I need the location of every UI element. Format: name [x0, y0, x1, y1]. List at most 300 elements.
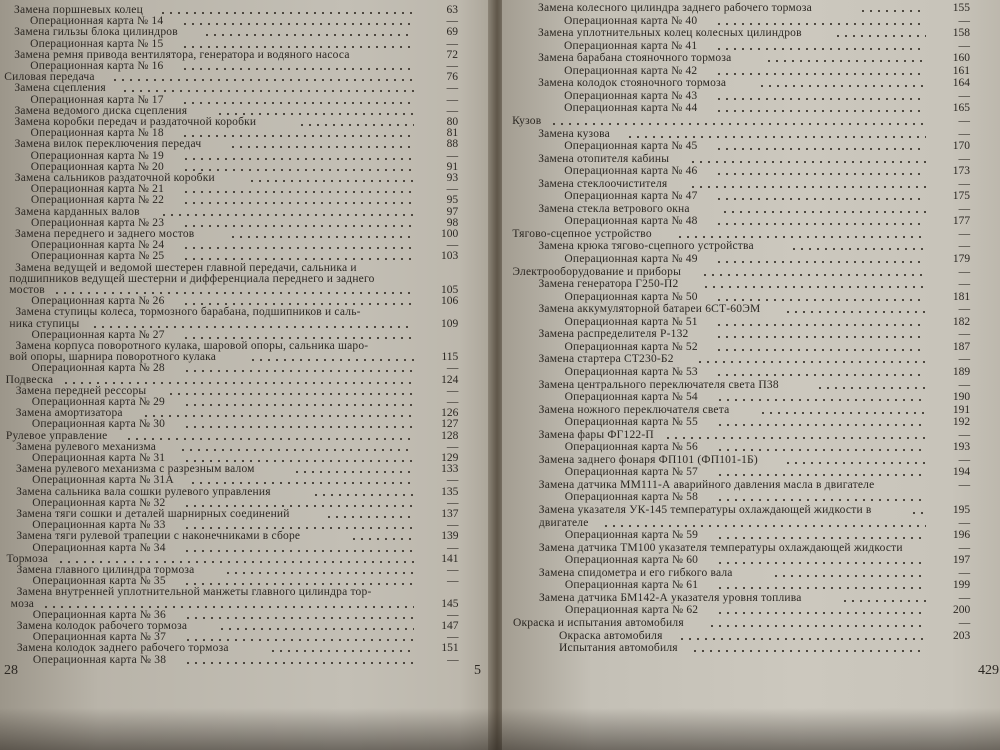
toc-page-number: 155: [952, 2, 970, 14]
toc-page-number: 177: [952, 215, 971, 228]
toc-page-number: 109: [441, 317, 459, 330]
toc-page-number: —: [446, 15, 458, 28]
dot-leader: [715, 223, 926, 225]
dot-leader: [790, 248, 926, 250]
toc-entry-text: Операционная карта № 55: [564, 416, 698, 429]
toc-entry-text: Замена уплотнительных колец колесных цилиндров: [538, 27, 802, 40]
toc-page-number: 200: [952, 604, 971, 617]
right-page: [474, 0, 1000, 750]
dot-leader: [715, 48, 926, 50]
toc-page-number: 91: [446, 160, 459, 173]
toc-page-number: —: [447, 564, 459, 576]
toc-entry-text: Замена кузова: [538, 127, 610, 140]
dot-leader: [716, 499, 926, 501]
toc-entry-text: Операционная карта № 33: [32, 519, 166, 532]
toc-entry-text: Операционная карта № 18: [30, 127, 164, 140]
toc-entry-text: Кузов: [512, 114, 542, 127]
toc-page-number: 196: [952, 529, 971, 542]
toc-entry-text: Замена внутренней уплотнительной манжеты главного цилиндра тор-: [16, 586, 372, 599]
toc-entry-text: Замена фары ФГ122-П: [538, 428, 654, 441]
toc-page-number: 160: [952, 52, 971, 65]
dot-leader: [189, 482, 414, 484]
toc-page-number: —: [958, 328, 971, 341]
toc-entry-text: Операционная карта № 31А: [32, 474, 174, 487]
dot-leader: [181, 102, 414, 104]
toc-entry-text: подшипников ведущей шестерни и дифференциала переднего и заднего: [9, 272, 375, 285]
toc-page-number: —: [446, 149, 459, 162]
toc-page-number: —: [958, 378, 971, 391]
toc-page-number: 69: [446, 26, 459, 39]
dot-leader: [325, 516, 414, 518]
dot-leader: [142, 415, 415, 417]
toc-page-number: —: [447, 608, 459, 621]
toc-page-number: 106: [441, 295, 459, 308]
toc-page-number: 145: [441, 597, 459, 610]
dot-leader: [715, 110, 926, 112]
toc-page-number: 115: [441, 351, 459, 364]
toc-page-number: —: [958, 177, 971, 190]
dot-leader: [182, 337, 414, 339]
dot-leader: [312, 494, 414, 496]
toc-entry-text: Операционная карта № 47: [564, 190, 698, 203]
dot-leader: [42, 606, 414, 608]
dot-leader: [57, 561, 414, 563]
toc-entry-text: Операционная карта № 34: [32, 541, 166, 554]
toc-page-number: 93: [446, 172, 459, 184]
toc-page-number: —: [446, 82, 459, 95]
toc-entry-text: Замена поршневых колец: [14, 4, 143, 16]
toc-page-number: —: [958, 202, 971, 215]
toc-page-number: 137: [441, 508, 459, 520]
toc-entry-text: Замена колесного цилиндра заднего рабочего тормоза: [538, 2, 812, 14]
toc-entry-text: двигателе: [538, 516, 589, 529]
dot-leader: [182, 258, 414, 260]
toc-entry-text: Замена крюка тягово-сцепного устройства: [538, 240, 754, 253]
toc-entry-text: Замена сцепления: [14, 82, 106, 95]
dot-leader: [689, 161, 926, 163]
toc-entry-text: Операционная карта № 17: [30, 93, 164, 106]
dot-leader: [910, 512, 926, 514]
toc-entry-text: Замена датчика ТМ100 указателя температуры охлаждающей жидкости: [538, 541, 903, 554]
toc-page-number: 181: [952, 290, 971, 303]
toc-page-number: 133: [441, 463, 459, 476]
toc-entry-text: Операционная карта № 59: [564, 529, 699, 542]
toc-page-number: 72: [446, 48, 459, 61]
toc-entry-text: Замена спидометра и его гибкого вала: [538, 566, 733, 579]
toc-page-number: 88: [446, 138, 459, 151]
toc-page-number: 105: [441, 284, 459, 296]
toc-entry-text: Замена корпуса поворотного кулака, шаровой опоры, сальника шаро-: [15, 340, 369, 352]
dot-leader: [550, 123, 926, 125]
dot-leader: [183, 426, 414, 428]
toc-page-number: —: [446, 519, 459, 532]
toc-page-number: 193: [952, 441, 971, 454]
dot-leader: [664, 437, 926, 439]
toc-page-number: —: [958, 227, 971, 240]
toc-page-number: —: [446, 37, 459, 50]
toc-entry-text: Замена аккумуляторной батареи 6СТ-60ЭМ: [538, 303, 761, 316]
dot-leader: [716, 587, 926, 589]
toc-page-number: —: [446, 440, 459, 453]
toc-entry-text: ника ступицы: [9, 317, 80, 330]
dot-leader: [715, 173, 926, 175]
toc-page-number: 141: [441, 552, 459, 565]
dot-leader: [298, 124, 414, 126]
toc-page-number: —: [446, 362, 459, 375]
dot-leader: [229, 146, 415, 148]
toc-entry-text: Замена распределителя Р-132: [538, 328, 689, 341]
dot-leader: [248, 180, 414, 182]
toc-entry-text: Операционная карта № 50: [564, 290, 698, 303]
dot-leader: [183, 370, 415, 372]
toc-page-number: —: [446, 60, 459, 72]
dot-leader: [691, 650, 926, 652]
toc-entry-text: Операционная карта № 15: [30, 37, 164, 50]
toc-page-number: 192: [952, 416, 971, 429]
dot-leader: [183, 583, 414, 585]
dot-leader: [834, 35, 926, 37]
toc-page-number: 173: [952, 165, 971, 178]
toc-entry-text: Замена датчика ММ111-А аварийного давления масла в двигателе: [538, 478, 875, 491]
toc-entry-text: Замена передней рессоры: [15, 384, 147, 397]
toc-page-number: 179: [952, 253, 971, 265]
toc-page-number: —: [446, 496, 459, 509]
toc-entry-text: Операционная карта № 37: [32, 631, 167, 644]
toc-entry-text: Замена центрального переключателя света П38: [538, 378, 779, 391]
toc-entry-text: Замена ножного переключателя света: [538, 403, 730, 416]
dot-leader: [715, 98, 926, 100]
dot-leader: [91, 326, 414, 328]
dot-leader: [772, 575, 926, 577]
toc-entry-text: Замена тяги сошки и деталей шарнирных соединений: [16, 508, 290, 520]
toc-page-number: —: [958, 541, 971, 554]
toc-entry-text: Операционная карта № 57: [564, 466, 698, 479]
toc-entry-text: Операционная карта № 61: [564, 579, 699, 592]
toc-page-number: 203: [952, 629, 971, 642]
toc-entry-text: Операционная карта № 30: [31, 418, 166, 431]
toc-page-number: 165: [952, 102, 971, 115]
toc-entry-text: Окраска автомобиля: [559, 629, 663, 642]
toc-page-number: 135: [441, 485, 459, 498]
dot-leader: [602, 525, 926, 527]
toc-page-number: —: [958, 453, 971, 466]
toc-entry-text: Операционная карта № 53: [564, 365, 698, 378]
dot-leader: [182, 158, 414, 160]
dot-leader: [696, 361, 926, 363]
toc-page-number: 199: [952, 579, 971, 592]
dot-leader: [626, 136, 926, 138]
toc-page-number: 164: [952, 77, 971, 90]
toc-page-number: 129: [441, 452, 459, 464]
dot-leader: [859, 10, 926, 12]
dot-leader: [269, 650, 414, 652]
toc-page-number: —: [446, 541, 459, 554]
toc-page-number: 100: [440, 228, 459, 240]
toc-page-number: 195: [952, 504, 971, 516]
dot-leader: [689, 186, 926, 188]
toc-entry-text: мостов: [9, 284, 45, 296]
dot-leader: [181, 135, 414, 137]
dot-leader: [182, 191, 414, 193]
toc-entry-text: Операционная карта № 36: [32, 608, 166, 621]
toc-entry-text: Замена ведомого диска сцепления: [14, 104, 188, 117]
dot-leader: [167, 393, 414, 395]
dot-leader: [182, 169, 414, 171]
dot-leader: [293, 471, 414, 473]
toc-entry-text: Операционная карта № 46: [564, 165, 698, 178]
toc-entry-text: вой опоры, шарнира поворотного кулака: [9, 351, 217, 364]
toc-entry-text: Замена стеклоочистителя: [538, 177, 668, 190]
toc-page-number: 170: [952, 140, 971, 153]
toc-entry-text: Замена коробки передач и раздаточной коробки: [14, 116, 257, 128]
dot-leader: [715, 23, 926, 25]
toc-page-number: —: [447, 653, 459, 666]
toc-page-number: 194: [952, 466, 971, 479]
toc-page-number: —: [958, 39, 970, 52]
toc-page-number: —: [446, 239, 459, 252]
toc-page-number: 190: [952, 391, 971, 404]
dot-leader: [182, 303, 414, 305]
toc-entry-text: Операционная карта № 19: [30, 149, 164, 162]
dot-leader: [716, 424, 926, 426]
toc-entry-text: моза: [10, 597, 35, 610]
dot-leader: [182, 225, 414, 227]
dot-leader: [182, 202, 414, 204]
toc-page-number: —: [958, 152, 971, 165]
toc-page-number: 103: [440, 250, 459, 263]
dot-leader: [716, 449, 926, 451]
toc-page-number: —: [958, 89, 971, 102]
dot-leader: [759, 412, 926, 414]
left-page: [0, 0, 494, 750]
dot-leader: [816, 387, 927, 389]
toc-entry-text: Операционная карта № 42: [564, 64, 698, 77]
dot-leader: [182, 247, 414, 249]
toc-entry-text: Операционная карта № 27: [31, 328, 165, 341]
toc-entry-text: Операционная карта № 49: [564, 253, 698, 265]
dot-leader: [184, 662, 414, 664]
toc-page-number: 80: [446, 116, 459, 128]
toc-entry-text: Замена колодок стояночного тормоза: [538, 77, 727, 90]
toc-entry-text: Операционная карта № 31: [32, 452, 166, 464]
toc-entry-text: Операционная карта № 14: [30, 15, 164, 28]
toc-entry-text: Рулевое управление: [5, 429, 108, 442]
toc-entry-text: Операционная карта № 35: [32, 575, 166, 588]
dot-leader: [183, 460, 414, 462]
toc-page-number: —: [958, 478, 971, 491]
dot-leader: [715, 324, 926, 326]
toc-entry-text: Операционная карта № 43: [564, 89, 698, 102]
toc-entry-text: Операционная карта № 52: [564, 340, 698, 353]
dot-leader: [702, 286, 926, 288]
toc-page-number: —: [958, 127, 971, 140]
toc-entry-text: Замена сальника вала сошки рулевого управления: [16, 485, 271, 498]
toc-page-number: —: [446, 384, 459, 397]
dot-leader: [249, 359, 414, 361]
dot-leader: [183, 505, 414, 507]
toc-entry-text: Замена ступицы колеса, тормозного барабана, подшипников и саль-: [15, 306, 361, 319]
toc-page-number: —: [958, 114, 971, 127]
toc-page-number: 161: [952, 64, 971, 77]
dot-leader: [715, 374, 926, 376]
toc-entry-text: Замена ремня привода вентилятора, генератора и водяного насоса: [14, 48, 350, 61]
toc-entry-text: Замена генератора Г250-П2: [538, 278, 679, 291]
left-page-folio: 28: [4, 663, 18, 678]
dot-leader: [179, 449, 414, 451]
toc-entry-text: Замена стекла ветрового окна: [538, 202, 690, 215]
toc-entry-text: Замена отопителя кабины: [538, 152, 670, 165]
toc-entry-text: Замена амортизатора: [15, 407, 123, 420]
dot-leader: [715, 336, 926, 338]
toc-page-number: 98: [446, 216, 459, 229]
toc-page-number: 189: [952, 365, 971, 378]
dot-leader: [160, 214, 415, 216]
dot-leader: [184, 617, 414, 619]
toc-page-number: —: [446, 183, 459, 196]
right-page-folio-right: 429: [978, 663, 999, 678]
toc-entry-text: Замена переднего и заднего мостов: [15, 228, 195, 240]
dot-leader: [716, 562, 926, 564]
dot-leader: [183, 404, 414, 406]
toc-entry-text: Замена рулевого механизма: [15, 440, 157, 453]
toc-entry-text: Операционная карта № 38: [32, 653, 167, 666]
toc-entry-text: Замена ведущей и ведомой шестерен главной передачи, сальника и: [15, 261, 357, 274]
toc-page-number: 76: [446, 71, 459, 84]
toc-page-number: —: [958, 616, 971, 629]
toc-page-number: 81: [446, 127, 459, 140]
toc-entry-text: Замена колодок заднего рабочего тормоза: [16, 642, 229, 655]
toc-entry-text: Подвеска: [5, 373, 54, 386]
dot-leader: [224, 572, 414, 574]
dot-leader: [218, 628, 414, 630]
toc-entry-text: Замена барабана стояночного тормоза: [538, 52, 732, 65]
toc-entry-text: Операционная карта № 40: [564, 14, 698, 27]
toc-page-number: 124: [441, 373, 459, 386]
dot-leader: [181, 68, 414, 70]
dot-leader: [53, 292, 414, 294]
page-bottom-shadow: [0, 708, 1000, 750]
toc-entry-text: Замена вилок переключения передач: [14, 138, 202, 151]
toc-entry-text: Операционная карта № 45: [564, 140, 698, 153]
dot-leader: [184, 639, 414, 641]
dot-leader: [715, 261, 926, 263]
toc-entry-text: Замена гильзы блока цилиндров: [14, 26, 178, 39]
toc-page-number: 147: [441, 620, 459, 632]
toc-page-number: 95: [446, 194, 459, 207]
toc-entry-text: Операционная карта № 24: [31, 239, 165, 252]
toc-page-number: 128: [441, 429, 459, 442]
dot-leader: [183, 550, 414, 552]
toc-page-number: —: [446, 396, 459, 408]
toc-page-number: 191: [952, 403, 971, 416]
toc-entry-text: Электрооборудование и приборы: [512, 265, 682, 278]
toc-entry-text: Операционная карта № 41: [564, 39, 698, 52]
dot-leader: [765, 60, 926, 62]
dot-leader: [678, 638, 926, 640]
dot-leader: [715, 198, 926, 200]
toc-entry-text: Замена главного цилиндра тормоза: [16, 564, 195, 576]
toc-page-number: —: [958, 428, 971, 441]
toc-page-number: 158: [952, 27, 970, 40]
dot-leader: [715, 349, 926, 351]
toc-page-number: 187: [952, 340, 971, 353]
dot-leader: [203, 34, 414, 36]
toc-page-number: 139: [441, 530, 459, 543]
toc-entry-text: Операционная карта № 44: [564, 102, 698, 115]
dot-leader: [716, 612, 926, 614]
dot-leader: [111, 79, 414, 81]
toc-page-number: 126: [441, 407, 459, 420]
toc-entry-text: Операционная карта № 16: [30, 60, 164, 72]
toc-page-number: —: [958, 303, 971, 316]
toc-entry-text: Операционная карта № 29: [31, 396, 166, 408]
dot-leader: [229, 236, 414, 238]
dot-leader: [716, 399, 926, 401]
dot-leader: [125, 438, 414, 440]
toc-page-number: —: [446, 104, 459, 117]
toc-entry-text: Замена рулевого механизма с разрезным валом: [16, 463, 255, 476]
toc-entry-text: Тягово-сцепное устройство: [512, 227, 652, 240]
toc-entry-text: Замена сальников раздаточной коробки: [14, 172, 215, 184]
right-page-folio-left: 5: [474, 663, 481, 678]
dot-leader: [715, 299, 926, 301]
dot-leader: [181, 23, 414, 25]
dot-leader: [708, 625, 926, 627]
dot-leader: [121, 90, 414, 92]
toc-entry-text: Операционная карта № 20: [30, 160, 164, 173]
dot-leader: [715, 148, 926, 150]
toc-entry-text: Операционная карта № 22: [30, 194, 165, 207]
toc-entry-text: Операционная карта № 25: [31, 250, 165, 263]
toc-entry-text: Замена датчика БМ142-А указателя уровня топлива: [538, 591, 802, 604]
toc-entry-text: Операционная карта № 23: [30, 216, 165, 229]
toc-entry-text: Операционная карта № 21: [30, 183, 165, 196]
toc-entry-text: Силовая передача: [4, 71, 95, 84]
toc-entry-text: Операционная карта № 26: [31, 295, 165, 308]
toc-page-number: 182: [952, 315, 971, 328]
toc-entry-text: Замена стартера СТ230-Б2: [538, 353, 674, 366]
dot-leader: [183, 527, 414, 529]
toc-page-number: —: [447, 575, 459, 588]
dot-leader: [841, 600, 926, 602]
dot-leader: [701, 274, 926, 276]
toc-page-number: —: [958, 14, 970, 27]
toc-page-number: —: [958, 591, 971, 604]
toc-page-number: 175: [952, 190, 971, 203]
toc-entry-text: Замена указателя УК-145 температуры охлаждающей жидкости в: [538, 504, 872, 516]
dot-leader: [716, 474, 926, 476]
toc-page-number: —: [958, 566, 971, 579]
toc-entry-text: Операционная карта № 56: [564, 441, 698, 454]
toc-page-number: 197: [952, 554, 971, 567]
dot-leader: [758, 85, 926, 87]
toc-page-number: —: [958, 516, 971, 529]
toc-entry-text: Операционная карта № 58: [564, 491, 699, 504]
toc-page-number: —: [958, 265, 971, 278]
toc-page-number: 63: [446, 4, 458, 16]
dot-leader: [216, 113, 414, 115]
toc-entry-text: Операционная карта № 32: [32, 496, 166, 509]
toc-entry-text: Тормоза: [6, 552, 48, 565]
toc-page-number: 127: [441, 418, 459, 431]
dot-leader: [181, 46, 414, 48]
dot-leader: [721, 211, 926, 213]
toc-entry-text: Замена колодок рабочего тормоза: [16, 620, 188, 632]
toc-page-number: —: [958, 278, 971, 291]
toc-entry-text: Замена тяги рулевой трапеции с наконечниками в сборе: [16, 530, 301, 543]
toc-page-number: —: [446, 474, 459, 487]
toc-page-number: —: [446, 93, 459, 106]
